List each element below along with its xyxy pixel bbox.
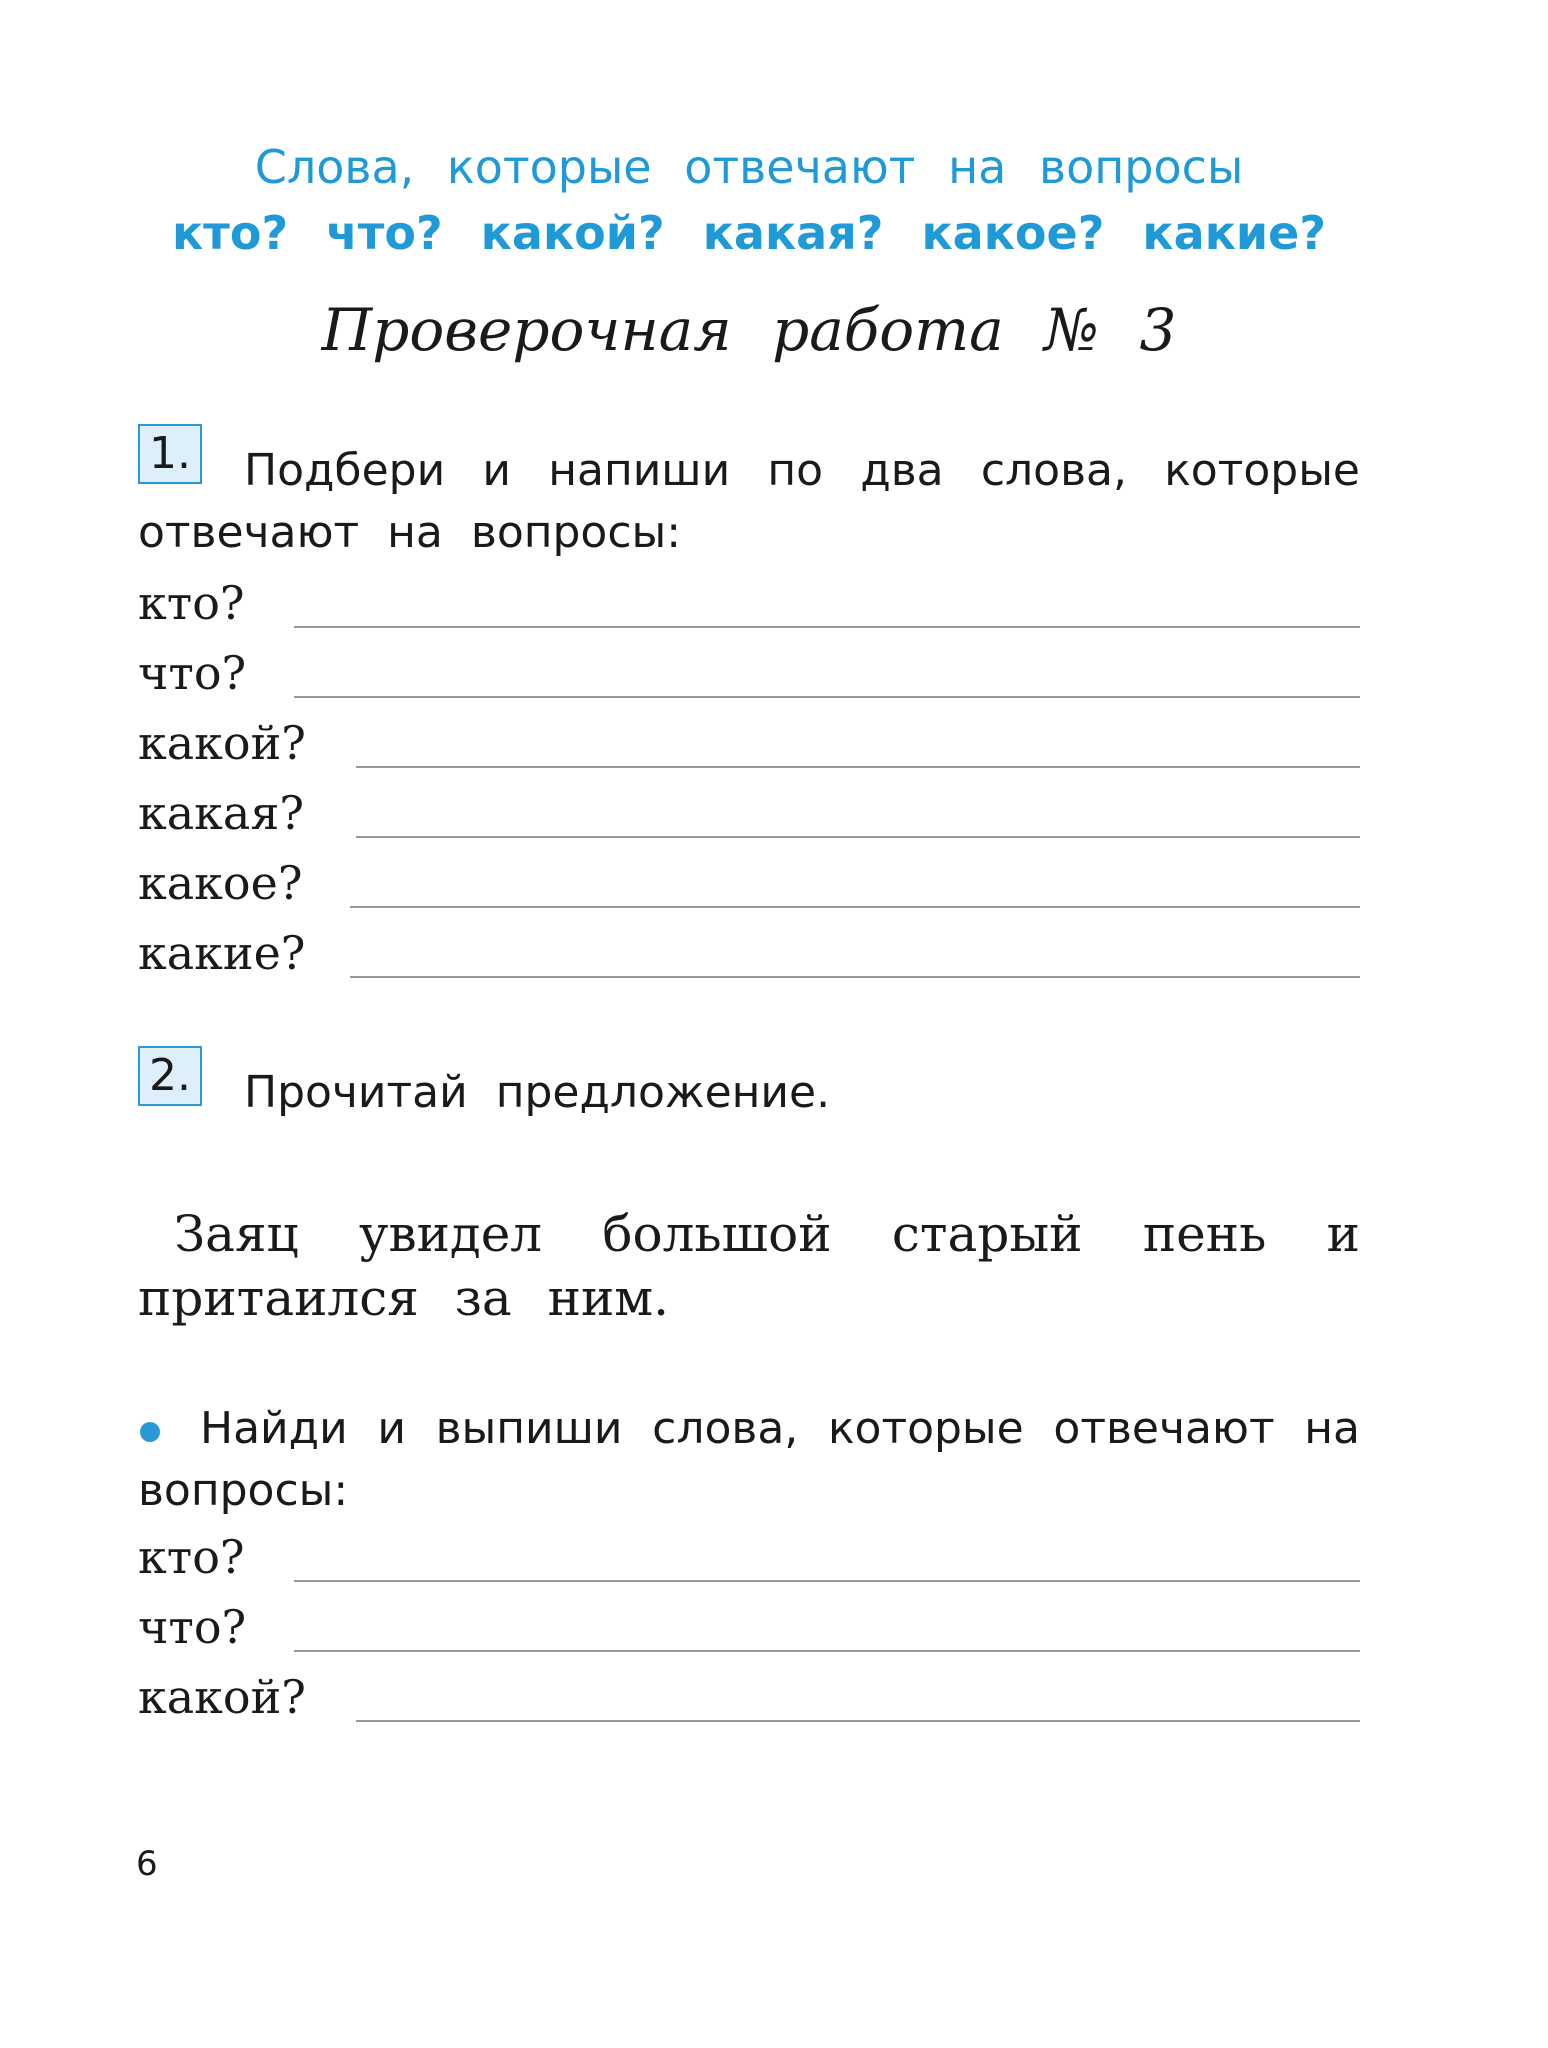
task-1-number: 1.	[138, 424, 202, 484]
question-label: какая?	[138, 786, 305, 840]
task-2-subtask: Найди и выпиши слова, которые отвечают на вопросы:	[138, 1403, 1360, 1516]
page-number: 6	[136, 1844, 158, 1884]
topic-title: Слова, которые отвечают на вопросы	[254, 140, 1244, 194]
question-label: что?	[138, 1600, 247, 1654]
answer-row	[138, 1530, 1360, 1594]
answer-row	[138, 1600, 1360, 1664]
answer-line[interactable]	[294, 626, 1360, 628]
test-title: Проверочная работа № 3	[321, 296, 1177, 364]
task-2-instruction: Прочитай предложение.	[244, 1067, 831, 1118]
answer-row	[138, 716, 1360, 780]
task-2-number: 2.	[138, 1046, 202, 1106]
answer-row	[138, 646, 1360, 710]
answer-line[interactable]	[294, 1580, 1360, 1582]
question-label: какой?	[138, 716, 306, 770]
answer-row	[138, 786, 1360, 850]
answer-line[interactable]	[356, 766, 1360, 768]
answer-line[interactable]	[294, 1650, 1360, 1652]
reading-sentence: Заяц увидел большой старый пень и притаился за ним.	[138, 1205, 1360, 1327]
answer-row	[138, 1670, 1360, 1734]
answer-row	[138, 856, 1360, 920]
question-label: что?	[138, 646, 247, 700]
task-1-instruction: Подбери и напиши по два слова, которые отвечают на вопросы:	[138, 445, 1360, 558]
answer-line[interactable]	[350, 906, 1360, 908]
answer-row	[138, 926, 1360, 990]
answer-line[interactable]	[356, 1720, 1360, 1722]
answer-row	[138, 576, 1360, 640]
answer-line[interactable]	[294, 696, 1360, 698]
question-label: кто?	[138, 1530, 245, 1584]
topic-questions: кто? что? какой? какая? какое? какие?	[171, 206, 1327, 260]
question-label: кто?	[138, 576, 245, 630]
answer-line[interactable]	[356, 836, 1360, 838]
answer-line[interactable]	[350, 976, 1360, 978]
question-label: какой?	[138, 1670, 306, 1724]
question-label: какие?	[138, 926, 306, 980]
question-label: какое?	[138, 856, 303, 910]
